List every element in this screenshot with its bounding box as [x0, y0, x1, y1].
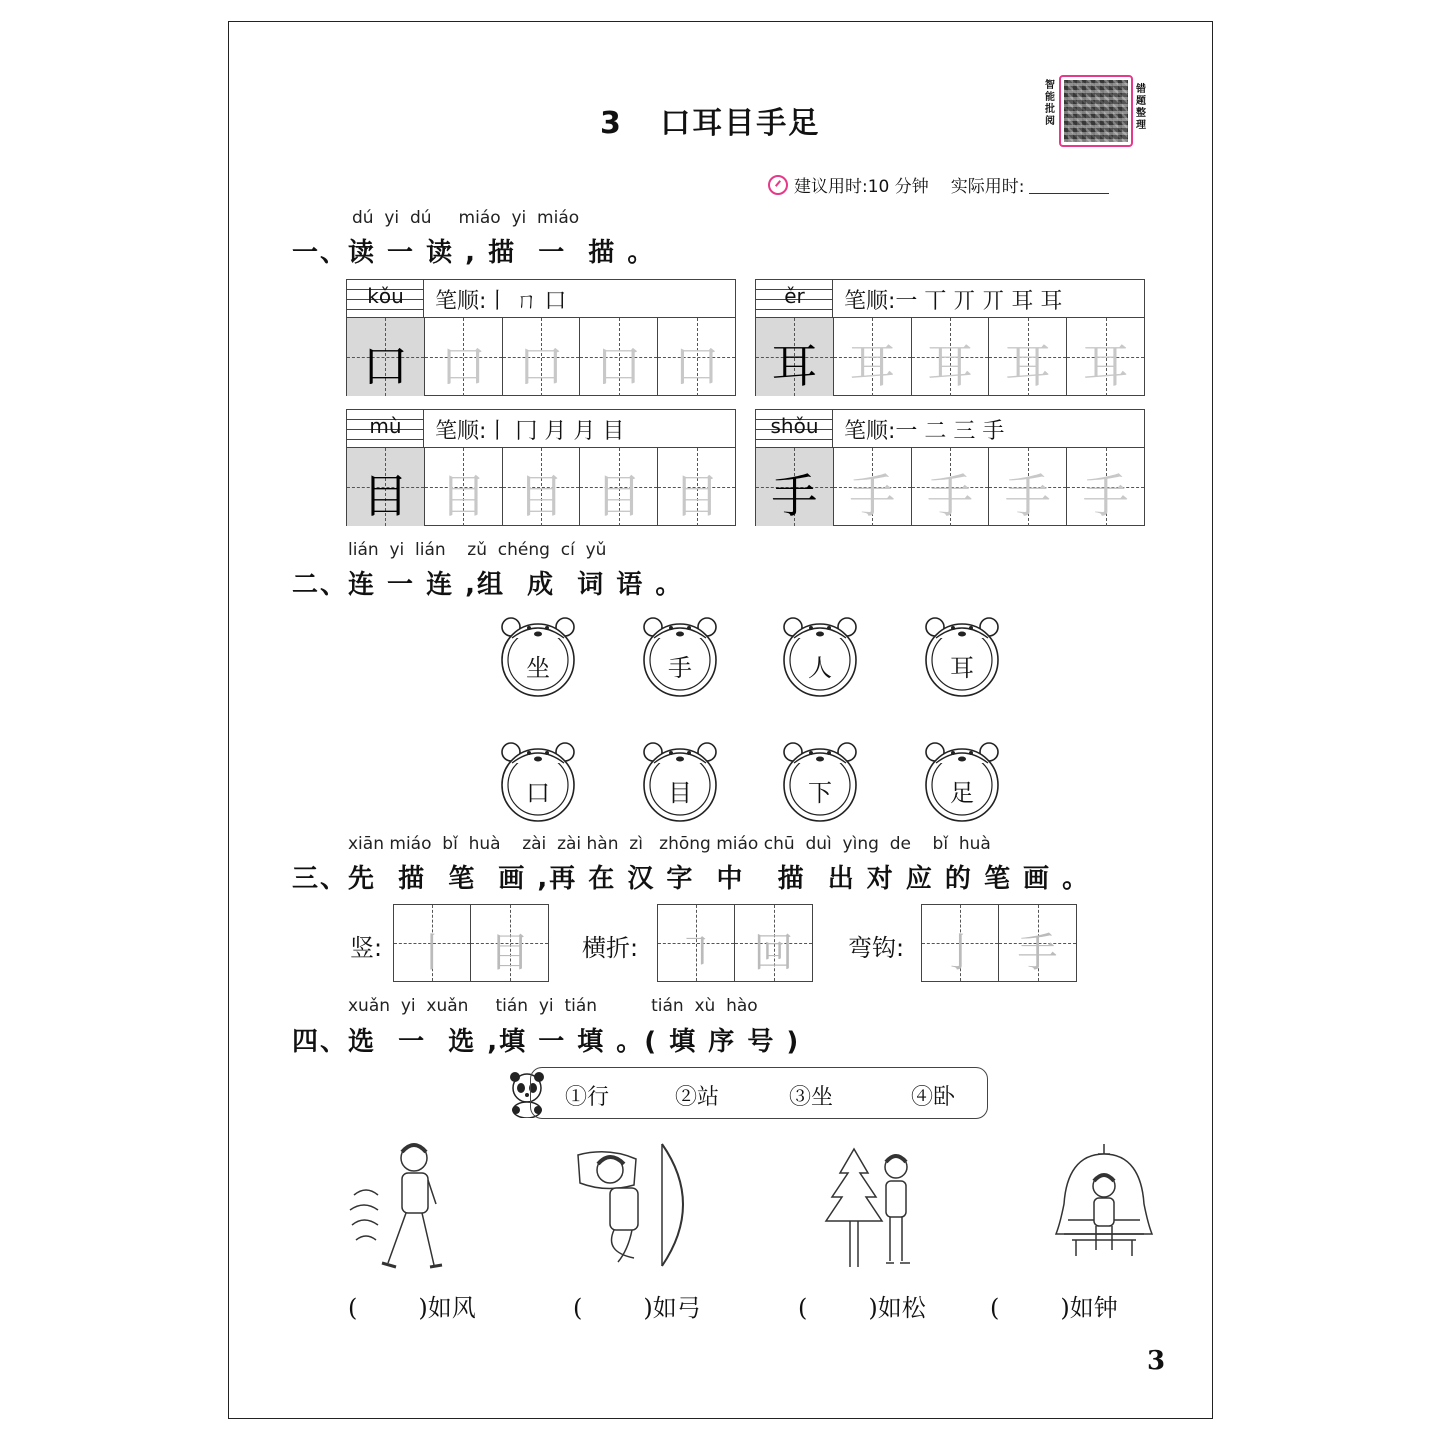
standing-boy-pine-illustration	[824, 1145, 924, 1275]
stroke-order: 笔顺:丨 ㄇ 口	[435, 289, 567, 314]
time-row	[768, 172, 1109, 197]
pinyin-label: shǒu	[770, 414, 819, 438]
sitting-boy-bell-illustration	[1054, 1140, 1154, 1270]
trace-cell[interactable]: 手	[912, 448, 990, 526]
trace-cell[interactable]: 丨	[394, 905, 471, 981]
bear-char-circle[interactable]	[780, 739, 860, 823]
section1-heading: 一、读 一 读 , 描 一 描 。	[292, 238, 656, 268]
section4-pinyin: xuǎn yi xuǎn tián yi tián tián xù hào	[348, 996, 758, 1016]
trace-cell[interactable]: 目	[425, 448, 503, 526]
stroke-label-shu: 竖:	[350, 934, 383, 962]
section3-heading: 三、先 描 笔 画 ,再 在 汉 字 中 描 出 对 应 的 笔 画 。	[292, 864, 1091, 894]
option-1: ①行	[565, 1085, 610, 1110]
trace-cell[interactable]: 手	[1067, 448, 1144, 526]
match-char: 手	[668, 654, 692, 682]
options-box	[530, 1067, 988, 1119]
trace-cell[interactable]: 手	[999, 905, 1076, 981]
answer-feng[interactable]: ( )如风	[348, 1294, 476, 1322]
section2-pinyin: lián yi lián zǔ chéng cí yǔ	[348, 540, 607, 560]
stroke-box-wangou	[921, 904, 1077, 982]
qr-code[interactable]	[1059, 75, 1133, 147]
answer-gong[interactable]: ( )如弓	[573, 1294, 701, 1322]
trace-cell[interactable]: ㇕	[658, 905, 735, 981]
bear-char-circle[interactable]	[498, 739, 578, 823]
actual-time-field[interactable]	[1029, 176, 1109, 194]
stroke-order: 笔顺:一 二 三 手	[844, 419, 1005, 444]
match-char: 口	[526, 779, 550, 807]
section2-heading: 二、连 一 连 ,组 成 词 语 。	[292, 570, 684, 600]
bear-char-circle[interactable]	[640, 614, 720, 698]
match-char: 目	[668, 779, 692, 807]
stroke-box-hengzhe	[657, 904, 813, 982]
trace-cell[interactable]: 目	[503, 448, 581, 526]
answer-zhong[interactable]: ( )如钟	[990, 1294, 1118, 1322]
match-char: 人	[808, 654, 832, 682]
bear-char-circle[interactable]	[780, 614, 860, 698]
trace-cell[interactable]: 手	[834, 448, 912, 526]
trace-cell[interactable]: 口	[580, 318, 658, 396]
option-4: ④卧	[911, 1085, 956, 1110]
stroke-label-hengzhe: 横折:	[582, 934, 639, 962]
stroke-label-wangou: 弯钩:	[848, 934, 905, 962]
bear-char-circle[interactable]	[922, 739, 1002, 823]
qr-right-label: 错 题 整 理	[1136, 84, 1146, 131]
trace-cell[interactable]: 回	[735, 905, 812, 981]
section3-pinyin: xiān miáo bǐ huà zài zài hàn zì zhōng miáo chū duì yìng de bǐ huà	[348, 834, 991, 854]
section4-heading: 四、选 一 选 ,填 一 填 。( 填 序 号 )	[292, 1027, 801, 1057]
lesson-title: 3 口耳目手足	[600, 106, 821, 141]
model-char: 口	[347, 318, 425, 396]
bear-char-circle[interactable]	[922, 614, 1002, 698]
actual-time-label: 实际用时:	[950, 177, 1025, 197]
trace-cell[interactable]: 口	[425, 318, 503, 396]
suggested-time: 建议用时:10 分钟	[794, 177, 929, 197]
trace-card-shou	[755, 409, 1145, 526]
trace-cell[interactable]: 目	[580, 448, 658, 526]
trace-cell[interactable]: 手	[989, 448, 1067, 526]
match-char: 耳	[950, 654, 974, 682]
bear-char-circle[interactable]	[498, 614, 578, 698]
trace-card-mu	[346, 409, 736, 526]
section1-pinyin: dú yi dú miáo yi miáo	[352, 208, 580, 228]
trace-cell[interactable]: 耳	[989, 318, 1067, 396]
trace-cell[interactable]: 耳	[1067, 318, 1144, 396]
stroke-box-shu	[393, 904, 549, 982]
trace-card-kou	[346, 279, 736, 396]
model-char: 手	[756, 448, 834, 526]
stroke-order: 笔顺:丨 冂 月 月 目	[435, 419, 625, 444]
pinyin-label: mù	[369, 414, 402, 438]
trace-card-er	[755, 279, 1145, 396]
pinyin-label: kǒu	[367, 284, 404, 308]
trace-cell[interactable]: 亅	[922, 905, 999, 981]
match-char: 坐	[526, 654, 550, 682]
model-char: 耳	[756, 318, 834, 396]
match-char: 足	[950, 779, 974, 807]
trace-cell[interactable]: 口	[658, 318, 735, 396]
bear-char-circle[interactable]	[640, 739, 720, 823]
clock-icon	[768, 175, 788, 195]
trace-cell[interactable]: 耳	[834, 318, 912, 396]
match-char: 下	[808, 779, 832, 807]
walking-boy-illustration	[346, 1140, 446, 1275]
model-char: 目	[347, 448, 425, 526]
page-number: 3	[1147, 1346, 1166, 1376]
trace-cell[interactable]: 目	[658, 448, 735, 526]
answer-song[interactable]: ( )如松	[798, 1294, 926, 1322]
qr-left-label: 智 能 批 阅	[1045, 80, 1055, 127]
option-3: ③坐	[789, 1085, 834, 1110]
lying-boy-bow-illustration	[574, 1140, 694, 1275]
trace-cell[interactable]: 目	[471, 905, 548, 981]
trace-cell[interactable]: 耳	[912, 318, 990, 396]
pinyin-label: ěr	[784, 284, 805, 308]
trace-cell[interactable]: 口	[503, 318, 581, 396]
stroke-order: 笔顺:一 丅 丌 丌 耳 耳	[844, 289, 1063, 314]
option-2: ②站	[675, 1085, 720, 1110]
